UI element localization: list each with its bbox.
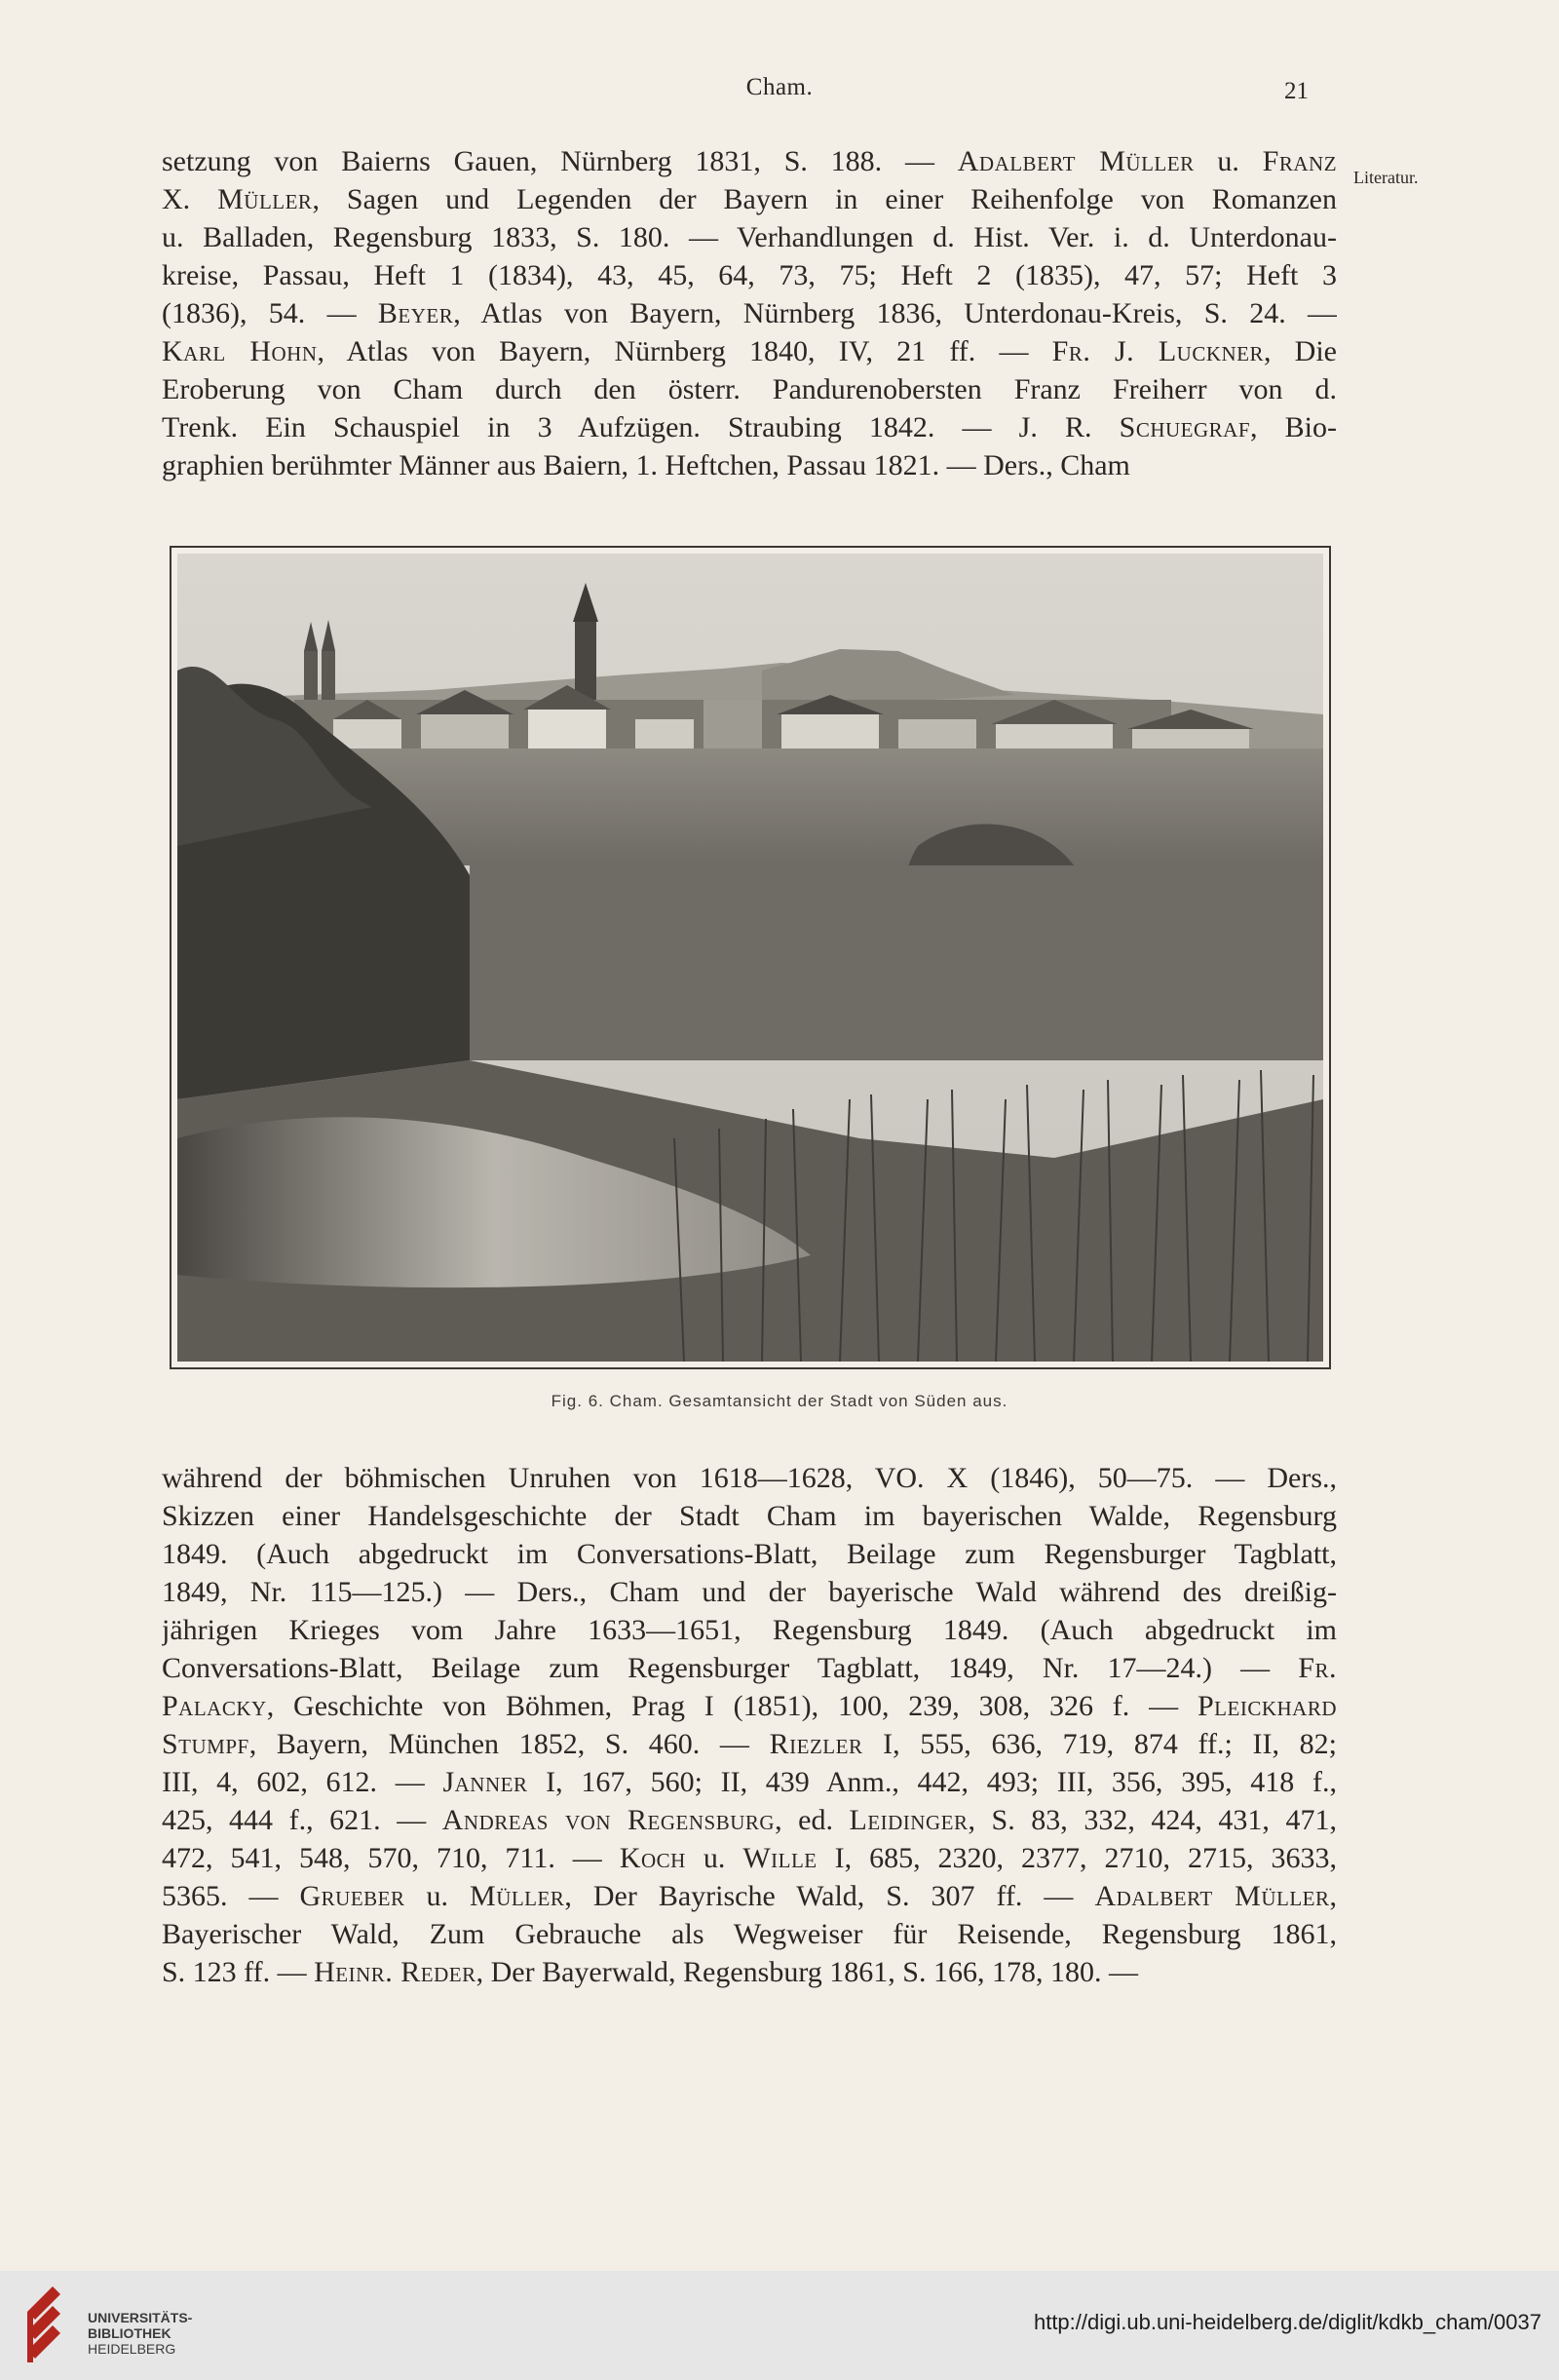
text-run: u.: [685, 1842, 743, 1874]
text-run: während der böhmischen Unruhen von 1618—1628, VO. X (1846), 50—75. — Ders.,: [162, 1462, 1337, 1494]
text-run: , Die: [1264, 335, 1337, 367]
author-name: Grueber: [299, 1880, 405, 1912]
text-run: , Bayern, München 1852, S. 460. —: [248, 1728, 770, 1760]
author-name: Janner: [442, 1766, 528, 1798]
text-run: , Der Bayrische Wald, S. 307 ff. —: [564, 1880, 1095, 1912]
text-run: , Geschichte von Böhmen, Prag I (1851), 100, 239, 308, 326 f. —: [266, 1690, 1198, 1722]
text-run: , ed.: [775, 1804, 850, 1836]
text-run: , Atlas von Bayern, Nürnberg 1836, Unterdonau-Kreis, S. 24. —: [453, 297, 1337, 329]
margin-note: Literatur.: [1353, 168, 1419, 187]
text-line: [162, 1573, 1337, 1611]
text-line: [162, 1611, 1337, 1649]
text-run: u.: [1194, 145, 1263, 177]
text-run: Eroberung von Cham durch den österr. Pandurenobersten Franz Freiherr von d.: [162, 373, 1337, 405]
text-run: Bayerischer Wald, Zum Gebrauche als Wegweiser für Reisende, Regensburg 1861,: [162, 1918, 1337, 1950]
text-run: X.: [162, 183, 218, 215]
author-name: Beyer: [377, 297, 454, 329]
text-line: [162, 332, 1337, 370]
text-run: 1849. (Auch abgedruckt im Conversations-Blatt, Beilage zum Regensburger Tagblatt,: [162, 1538, 1337, 1570]
author-name: Riezler: [769, 1728, 863, 1760]
text-run: , S. 83, 332, 424, 431, 471,: [968, 1804, 1337, 1836]
text-line: [162, 1763, 1337, 1801]
paragraph-bottom: [162, 1459, 1337, 1991]
page-number: 21: [1284, 78, 1309, 104]
text-line: [162, 370, 1337, 408]
author-name: Müller: [470, 1880, 565, 1912]
text-line: [162, 218, 1337, 256]
text-line: [162, 180, 1337, 218]
author-name: Heinr. Reder: [314, 1956, 476, 1988]
text-run: , Der Bayerwald, Regensburg 1861, S. 166, 178, 180. —: [475, 1956, 1138, 1988]
source-url-link[interactable]: http://digi.ub.uni-heidelberg.de/diglit/kdkb_cham/0037: [1033, 2310, 1541, 2334]
text-line: [162, 294, 1337, 332]
text-run: 5365. —: [162, 1880, 300, 1912]
text-run: Conversations-Blatt, Beilage zum Regensburger Tagblatt, 1849, Nr. 17—24.) —: [162, 1652, 1299, 1684]
author-name: Schuegraf: [1119, 411, 1251, 443]
library-name: UNIVERSITÄTS- BIBLIOTHEK HEIDELBERG: [88, 2310, 193, 2357]
text-run: Trenk. Ein Schauspiel in 3 Aufzügen. Straubing 1842. — J. R.: [162, 411, 1120, 443]
text-line: [162, 1915, 1337, 1953]
author-name: Adalbert Müller: [1094, 1880, 1330, 1912]
figure-photograph: [170, 546, 1331, 1369]
text-line: [162, 1459, 1337, 1497]
author-name: Adalbert Müller: [957, 145, 1195, 177]
text-line: [162, 408, 1337, 446]
author-name: Leidinger: [849, 1804, 969, 1836]
author-name: Stumpf: [162, 1728, 249, 1760]
text-run: graphien berühmter Männer aus Baiern, 1. Heftchen, Passau 1821. — Ders., Cham: [162, 449, 1130, 481]
text-run: 425, 444 f., 621. —: [162, 1804, 442, 1836]
text-line: [162, 1953, 1337, 1991]
author-name: Palacky: [162, 1690, 267, 1722]
running-head: Cham.: [745, 74, 814, 100]
text-run: ,: [1329, 1880, 1337, 1912]
text-line: [162, 1877, 1337, 1915]
text-run: setzung von Baierns Gauen, Nürnberg 1831, S. 188. —: [162, 145, 958, 177]
paragraph-top: [162, 142, 1337, 484]
text-line: [162, 1535, 1337, 1573]
text-line: [162, 446, 1337, 484]
text-run: I, 167, 560; II, 439 Anm., 442, 493; III, 356, 395, 418 f.,: [527, 1766, 1337, 1798]
text-run: kreise, Passau, Heft 1 (1834), 43, 45, 64, 73, 75; Heft 2 (1835), 47, 57; Heft 3: [162, 259, 1337, 291]
text-line: [162, 1725, 1337, 1763]
text-run: S. 123 ff. —: [162, 1956, 315, 1988]
author-name: Koch: [619, 1842, 686, 1874]
town-landscape-photo: [177, 554, 1323, 1362]
footer-bar: [0, 2271, 1559, 2380]
author-name: Karl Hohn: [162, 335, 318, 367]
author-name: Wille: [742, 1842, 818, 1874]
text-line: [162, 1839, 1337, 1877]
text-run: III, 4, 602, 612. —: [162, 1766, 443, 1798]
text-line: [162, 1687, 1337, 1725]
figure-caption: Fig. 6. Cham. Gesamtansicht der Stadt von Süden aus.: [551, 1392, 1008, 1410]
text-run: u.: [404, 1880, 471, 1912]
text-run: (1836), 54. —: [162, 297, 378, 329]
text-run: u. Balladen, Regensburg 1833, S. 180. — Verhandlungen d. Hist. Ver. i. d. Unterdonau-: [162, 221, 1337, 253]
author-name: Franz: [1262, 145, 1337, 177]
text-run: Skizzen einer Handelsgeschichte der Stadt Cham im bayerischen Walde, Regensburg: [162, 1500, 1337, 1532]
text-run: , Bio-: [1250, 411, 1337, 443]
text-run: I, 685, 2320, 2377, 2710, 2715, 3633,: [817, 1842, 1337, 1874]
reeds-back: [470, 865, 1323, 1060]
text-run: , Sagen und Legenden der Bayern in einer Reihenfolge von Romanzen: [312, 183, 1337, 215]
author-name: Andreas von Regensburg: [441, 1804, 776, 1836]
text-line: [162, 256, 1337, 294]
text-run: , Atlas von Bayern, Nürnberg 1840, IV, 21 ff. —: [317, 335, 1052, 367]
library-logo-icon: [19, 2283, 78, 2366]
text-run: 472, 541, 548, 570, 710, 711. —: [162, 1842, 620, 1874]
author-name: Fr. J. Luckner: [1051, 335, 1265, 367]
text-run: 1849, Nr. 115—125.) — Ders., Cham und der bayerische Wald während des dreißig-: [162, 1576, 1337, 1608]
text-line: [162, 142, 1337, 180]
author-name: Fr.: [1298, 1652, 1337, 1684]
author-name: Pleickhard: [1197, 1690, 1337, 1722]
author-name: Müller: [217, 183, 313, 215]
text-run: jährigen Krieges vom Jahre 1633—1651, Regensburg 1849. (Auch abgedruckt im: [162, 1614, 1337, 1646]
text-run: I, 555, 636, 719, 874 ff.; II, 82;: [862, 1728, 1337, 1760]
text-line: [162, 1801, 1337, 1839]
text-line: [162, 1497, 1337, 1535]
text-line: [162, 1649, 1337, 1687]
